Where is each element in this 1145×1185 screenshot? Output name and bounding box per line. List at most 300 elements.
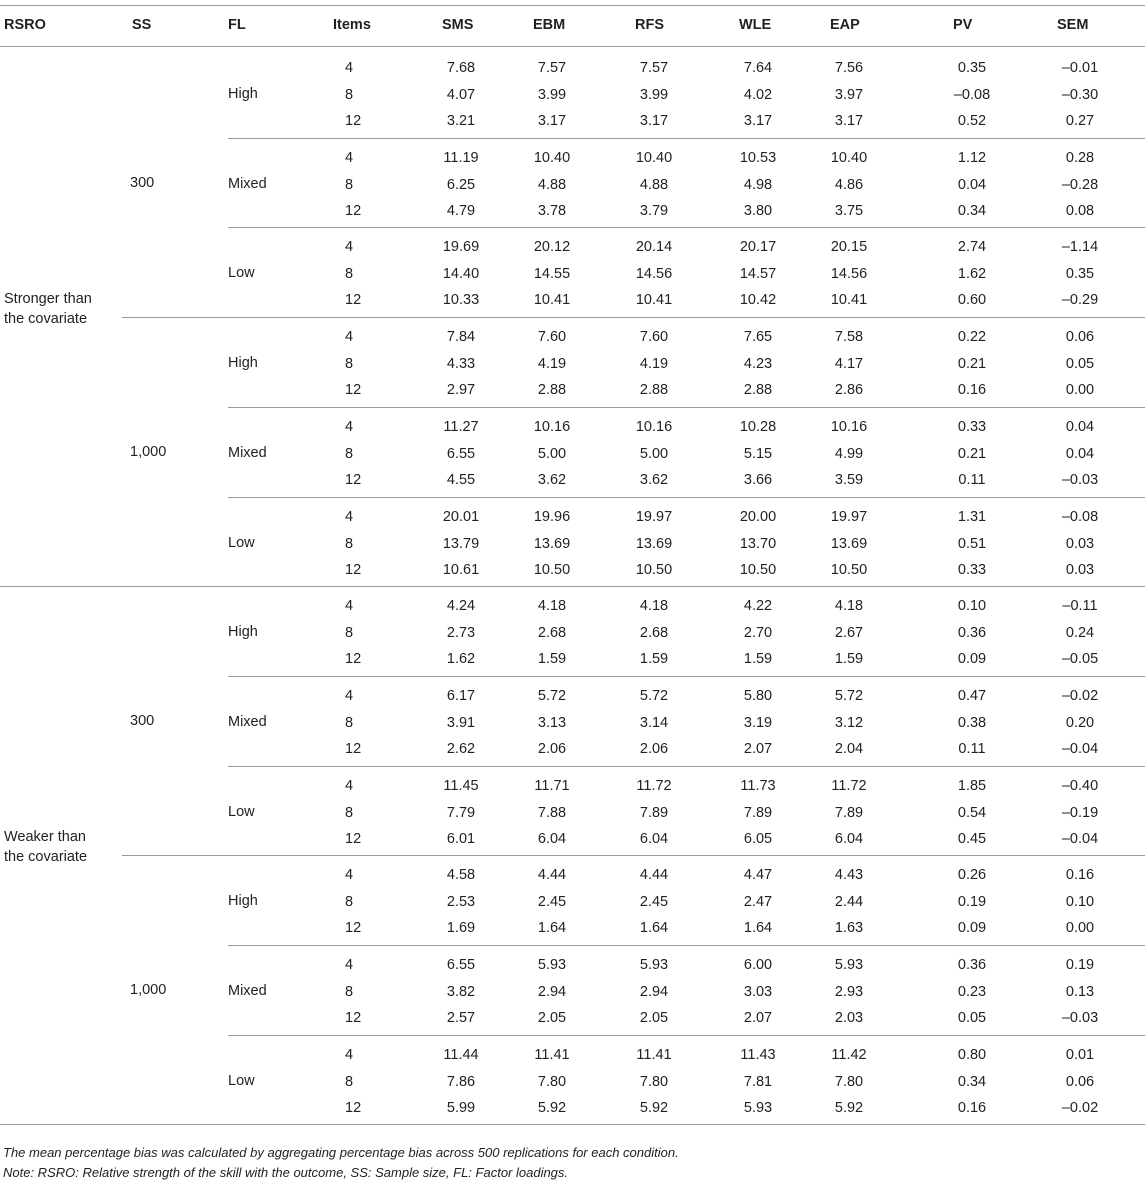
fl-label: Low <box>228 265 255 282</box>
items-value: 8 <box>345 894 354 911</box>
items-value: 12 <box>345 382 362 399</box>
value-pv: 0.22 <box>957 329 987 346</box>
value-eap: 3.17 <box>834 113 864 129</box>
top-rule <box>0 5 1145 6</box>
value-sem: 0.20 <box>1065 714 1095 731</box>
col-header-ss: SS <box>132 17 152 33</box>
items-value: 12 <box>345 202 362 219</box>
value-eap: 4.43 <box>834 867 864 884</box>
value-sem: 0.35 <box>1065 266 1095 283</box>
table-notes <box>3 1143 679 1183</box>
value-sem: –0.02 <box>1061 1099 1099 1116</box>
value-wle: 10.42 <box>739 292 777 309</box>
value-sms: 4.07 <box>446 87 476 103</box>
value-rfs: 4.18 <box>639 598 669 615</box>
value-pv: 0.10 <box>957 598 987 615</box>
value-wle: 20.00 <box>739 508 777 525</box>
value-rfs: 4.44 <box>639 867 669 884</box>
value-eap: 3.59 <box>834 471 864 488</box>
items-value: 12 <box>345 561 362 578</box>
value-sem: 0.05 <box>1065 356 1095 373</box>
value-eap: 14.56 <box>830 266 868 283</box>
value-ebm: 7.80 <box>537 1073 567 1090</box>
value-rfs: 14.56 <box>635 266 673 283</box>
value-ebm: 7.60 <box>537 329 567 346</box>
value-pv: 0.26 <box>957 867 987 884</box>
value-sem: 0.27 <box>1065 113 1095 129</box>
rsro-group-rule <box>0 586 1145 587</box>
col-header-sms: SMS <box>442 17 474 33</box>
value-eap: 7.56 <box>834 60 864 76</box>
value-sem: 0.19 <box>1065 957 1095 973</box>
value-ebm: 11.41 <box>534 1046 570 1063</box>
value-rfs: 3.14 <box>639 714 669 731</box>
value-eap: 10.40 <box>830 149 868 166</box>
value-sem: 0.13 <box>1065 984 1095 1000</box>
value-eap: 3.12 <box>834 714 864 731</box>
items-value: 4 <box>345 1046 354 1063</box>
value-sms: 4.58 <box>446 867 476 884</box>
value-eap: 5.93 <box>834 957 864 973</box>
value-sms: 7.79 <box>446 804 476 821</box>
items-value: 8 <box>345 984 354 1000</box>
items-value: 8 <box>345 266 354 283</box>
fl-group-rule <box>228 138 1145 139</box>
value-ebm: 7.57 <box>537 60 567 76</box>
value-rfs: 11.41 <box>636 1046 672 1063</box>
value-sms: 3.91 <box>446 714 476 731</box>
value-pv: 0.45 <box>957 830 987 847</box>
value-pv: 0.52 <box>957 113 987 129</box>
value-ebm: 6.04 <box>537 830 567 847</box>
value-pv: 0.21 <box>957 445 987 462</box>
value-sms: 11.19 <box>443 149 479 166</box>
items-value: 4 <box>345 149 354 166</box>
value-sms: 11.27 <box>443 418 479 435</box>
value-sem: –0.02 <box>1061 687 1099 704</box>
note-bias: The mean percentage bias was calculated by aggregating percentage bias across 500 replications for each condition. <box>3 1145 679 1160</box>
items-value: 12 <box>345 830 362 847</box>
items-value: 4 <box>345 687 354 704</box>
value-eap: 4.86 <box>834 176 864 193</box>
value-ebm: 2.45 <box>537 894 567 911</box>
col-header-rsro: RSRO <box>4 17 46 33</box>
value-wle: 11.43 <box>740 1046 776 1063</box>
value-pv: 0.36 <box>957 957 987 973</box>
col-header-fl: FL <box>228 17 246 33</box>
ss-group-rule <box>122 855 1145 856</box>
items-value: 4 <box>345 598 354 615</box>
value-sms: 4.55 <box>446 471 476 488</box>
value-sem: –0.28 <box>1061 176 1099 193</box>
value-eap: 10.41 <box>830 292 868 309</box>
value-sem: –0.08 <box>1061 508 1099 525</box>
value-pv: 0.80 <box>957 1046 987 1063</box>
value-wle: 4.98 <box>743 176 773 193</box>
value-sem: 0.08 <box>1065 202 1095 219</box>
value-rfs: 2.45 <box>639 894 669 911</box>
value-rfs: 4.19 <box>639 356 669 373</box>
fl-group-rule <box>228 945 1145 946</box>
value-rfs: 2.06 <box>639 740 669 757</box>
value-pv: 0.04 <box>957 176 987 193</box>
items-value: 12 <box>345 651 362 668</box>
value-wle: 5.80 <box>743 687 773 704</box>
value-wle: 5.93 <box>743 1099 773 1116</box>
value-sms: 10.33 <box>442 292 480 309</box>
value-pv: 0.54 <box>957 804 987 821</box>
items-value: 4 <box>345 60 354 76</box>
value-rfs: 20.14 <box>635 239 673 256</box>
items-value: 12 <box>345 1010 362 1026</box>
header-rule <box>0 46 1145 47</box>
fl-label: High <box>228 624 258 641</box>
value-sms: 6.55 <box>446 957 476 973</box>
value-pv: 0.11 <box>958 471 986 488</box>
items-value: 12 <box>345 1099 362 1116</box>
value-wle: 4.47 <box>743 867 773 884</box>
value-pv: 0.11 <box>958 740 986 757</box>
value-eap: 7.58 <box>834 329 864 346</box>
value-rfs: 2.94 <box>639 984 669 1000</box>
fl-label: High <box>228 355 258 372</box>
ss-label: 1,000 <box>130 443 167 460</box>
col-header-wle: WLE <box>739 17 772 33</box>
value-rfs: 2.05 <box>639 1010 669 1026</box>
value-wle: 2.88 <box>743 382 773 399</box>
value-ebm: 11.71 <box>534 777 570 794</box>
value-rfs: 3.17 <box>639 113 669 129</box>
value-pv: 1.31 <box>957 508 987 525</box>
value-sem: –0.11 <box>1062 598 1098 615</box>
value-sem: 0.10 <box>1065 894 1095 911</box>
value-sem: 0.24 <box>1065 625 1095 642</box>
value-sem: –1.14 <box>1061 239 1099 256</box>
value-sms: 6.25 <box>446 176 476 193</box>
items-value: 12 <box>345 740 362 757</box>
value-sem: –0.04 <box>1061 830 1099 847</box>
value-eap: 1.59 <box>834 651 864 668</box>
value-sem: –0.03 <box>1061 1010 1099 1026</box>
items-value: 8 <box>345 1073 354 1090</box>
value-eap: 10.16 <box>830 418 868 435</box>
value-pv: –0.08 <box>953 87 991 103</box>
value-wle: 2.07 <box>743 740 773 757</box>
value-pv: 2.74 <box>957 239 987 256</box>
value-eap: 2.44 <box>834 894 864 911</box>
value-pv: 0.36 <box>957 625 987 642</box>
fl-group-rule <box>228 497 1145 498</box>
value-sem: 0.06 <box>1065 329 1095 346</box>
value-ebm: 1.59 <box>537 651 567 668</box>
col-header-eap: EAP <box>830 17 860 33</box>
value-rfs: 19.97 <box>635 508 673 525</box>
value-pv: 0.34 <box>957 202 987 219</box>
value-rfs: 7.57 <box>639 60 669 76</box>
fl-label: Mixed <box>228 444 267 461</box>
value-pv: 1.62 <box>957 266 987 283</box>
value-wle: 10.53 <box>739 149 777 166</box>
value-wle: 3.19 <box>743 714 773 731</box>
col-header-ebm: EBM <box>533 17 566 33</box>
value-sms: 1.69 <box>446 920 476 937</box>
items-value: 4 <box>345 508 354 525</box>
value-wle: 3.66 <box>743 471 773 488</box>
ss-label: 1,000 <box>130 981 167 998</box>
value-rfs: 6.04 <box>639 830 669 847</box>
items-value: 4 <box>345 239 354 256</box>
value-rfs: 3.99 <box>639 87 669 103</box>
items-value: 12 <box>345 113 362 129</box>
value-wle: 13.70 <box>739 535 777 552</box>
value-sms: 5.99 <box>446 1099 476 1116</box>
value-pv: 0.60 <box>957 292 987 309</box>
value-wle: 10.28 <box>739 418 777 435</box>
fl-label: High <box>228 86 258 102</box>
value-pv: 0.47 <box>957 687 987 704</box>
value-eap: 11.42 <box>831 1046 867 1063</box>
value-wle: 5.15 <box>743 445 773 462</box>
value-rfs: 7.80 <box>639 1073 669 1090</box>
value-wle: 4.02 <box>743 87 773 103</box>
value-ebm: 4.19 <box>537 356 567 373</box>
ss-label: 300 <box>130 712 155 729</box>
value-rfs: 3.62 <box>639 471 669 488</box>
value-ebm: 2.68 <box>537 625 567 642</box>
fl-group-rule <box>228 227 1145 228</box>
value-wle: 3.80 <box>743 202 773 219</box>
items-value: 8 <box>345 87 354 103</box>
items-value: 8 <box>345 535 354 552</box>
value-pv: 0.51 <box>957 535 987 552</box>
value-sms: 13.79 <box>442 535 480 552</box>
value-eap: 19.97 <box>830 508 868 525</box>
value-sms: 2.57 <box>446 1010 476 1026</box>
value-eap: 4.17 <box>834 356 864 373</box>
value-eap: 3.97 <box>834 87 864 103</box>
value-ebm: 5.72 <box>537 687 567 704</box>
value-rfs: 5.93 <box>639 957 669 973</box>
value-wle: 1.59 <box>743 651 773 668</box>
value-sms: 6.55 <box>446 445 476 462</box>
value-ebm: 2.94 <box>537 984 567 1000</box>
value-ebm: 7.88 <box>537 804 567 821</box>
value-eap: 11.72 <box>831 777 867 794</box>
rsro-label: Stronger than the covariate <box>4 291 92 328</box>
value-ebm: 3.17 <box>537 113 567 129</box>
value-pv: 0.16 <box>957 1099 987 1116</box>
value-ebm: 10.40 <box>533 149 571 166</box>
value-wle: 1.64 <box>743 920 773 937</box>
value-sem: 0.04 <box>1065 418 1095 435</box>
value-pv: 0.34 <box>957 1073 987 1090</box>
value-sem: 0.03 <box>1065 535 1095 552</box>
value-pv: 0.33 <box>957 561 987 578</box>
value-sms: 20.01 <box>442 508 480 525</box>
value-sms: 4.24 <box>446 598 476 615</box>
value-wle: 6.05 <box>743 830 773 847</box>
value-sms: 2.97 <box>446 382 476 399</box>
items-value: 8 <box>345 625 354 642</box>
value-wle: 11.73 <box>740 777 776 794</box>
value-wle: 2.70 <box>743 625 773 642</box>
value-sms: 6.01 <box>446 830 476 847</box>
value-wle: 4.23 <box>743 356 773 373</box>
value-pv: 0.23 <box>957 984 987 1000</box>
value-rfs: 1.64 <box>639 920 669 937</box>
value-eap: 1.63 <box>834 920 864 937</box>
value-sem: –0.03 <box>1061 471 1099 488</box>
value-eap: 2.93 <box>834 984 864 1000</box>
items-value: 12 <box>345 471 362 488</box>
value-sem: 0.06 <box>1065 1073 1095 1090</box>
value-rfs: 10.50 <box>635 561 673 578</box>
col-header-pv: PV <box>953 17 973 33</box>
value-eap: 4.18 <box>834 598 864 615</box>
value-wle: 6.00 <box>743 957 773 973</box>
fl-label: Low <box>228 803 255 820</box>
col-header-rfs: RFS <box>635 17 664 33</box>
value-ebm: 10.50 <box>533 561 571 578</box>
value-wle: 7.65 <box>743 329 773 346</box>
value-wle: 7.89 <box>743 804 773 821</box>
value-eap: 10.50 <box>830 561 868 578</box>
value-ebm: 3.78 <box>537 202 567 219</box>
fl-label: Low <box>228 1072 255 1089</box>
value-pv: 1.85 <box>957 777 987 794</box>
items-value: 12 <box>345 292 362 309</box>
value-sem: –0.40 <box>1061 777 1099 794</box>
value-eap: 5.72 <box>834 687 864 704</box>
value-pv: 0.35 <box>957 60 987 76</box>
col-header-items: Items <box>333 17 371 33</box>
value-wle: 3.03 <box>743 984 773 1000</box>
value-ebm: 2.06 <box>537 740 567 757</box>
value-sms: 14.40 <box>442 266 480 283</box>
value-sms: 6.17 <box>446 687 476 704</box>
items-value: 4 <box>345 867 354 884</box>
value-ebm: 4.88 <box>537 176 567 193</box>
value-rfs: 1.59 <box>639 651 669 668</box>
value-ebm: 3.13 <box>537 714 567 731</box>
value-eap: 2.67 <box>834 625 864 642</box>
value-sem: 0.03 <box>1065 561 1095 578</box>
value-rfs: 11.72 <box>636 777 672 794</box>
note-abbreviations: Note: RSRO: Relative strength of the skill with the outcome, SS: Sample size, FL: Factor loadings. <box>3 1165 569 1180</box>
value-sms: 2.73 <box>446 625 476 642</box>
value-eap: 2.86 <box>834 382 864 399</box>
value-wle: 14.57 <box>739 266 777 283</box>
value-pv: 0.33 <box>957 418 987 435</box>
value-sms: 1.62 <box>446 651 476 668</box>
value-eap: 13.69 <box>830 535 868 552</box>
value-sms: 3.82 <box>446 984 476 1000</box>
value-sms: 7.86 <box>446 1073 476 1090</box>
value-sem: –0.29 <box>1061 292 1099 309</box>
items-value: 8 <box>345 804 354 821</box>
value-rfs: 2.68 <box>639 625 669 642</box>
value-wle: 4.22 <box>743 598 773 615</box>
value-ebm: 5.92 <box>537 1099 567 1116</box>
value-ebm: 5.93 <box>537 957 567 973</box>
value-rfs: 10.16 <box>635 418 673 435</box>
value-eap: 20.15 <box>830 239 868 256</box>
value-eap: 5.92 <box>834 1099 864 1116</box>
fl-label: Mixed <box>228 983 267 999</box>
value-sem: –0.30 <box>1061 87 1099 103</box>
value-rfs: 4.88 <box>639 176 669 193</box>
value-pv: 0.09 <box>957 651 987 668</box>
ss-group-rule <box>122 317 1145 318</box>
value-rfs: 7.60 <box>639 329 669 346</box>
fl-label: Mixed <box>228 713 267 730</box>
value-sms: 10.61 <box>442 561 480 578</box>
value-sem: 0.00 <box>1065 920 1095 937</box>
value-ebm: 10.16 <box>533 418 571 435</box>
value-sms: 19.69 <box>442 239 480 256</box>
value-rfs: 10.40 <box>635 149 673 166</box>
value-wle: 10.50 <box>739 561 777 578</box>
value-ebm: 4.18 <box>537 598 567 615</box>
items-value: 8 <box>345 445 354 462</box>
value-eap: 2.03 <box>834 1010 864 1026</box>
value-eap: 4.99 <box>834 445 864 462</box>
value-pv: 0.38 <box>957 714 987 731</box>
value-ebm: 14.55 <box>533 266 571 283</box>
value-ebm: 13.69 <box>533 535 571 552</box>
fl-group-rule <box>228 766 1145 767</box>
value-ebm: 2.05 <box>537 1010 567 1026</box>
value-sem: –0.04 <box>1061 740 1099 757</box>
value-eap: 7.89 <box>834 804 864 821</box>
items-value: 4 <box>345 957 354 973</box>
value-sms: 2.62 <box>446 740 476 757</box>
value-sms: 7.84 <box>446 329 476 346</box>
value-sms: 11.45 <box>443 777 479 794</box>
value-sms: 4.79 <box>446 202 476 219</box>
fl-label: High <box>228 893 258 910</box>
value-eap: 6.04 <box>834 830 864 847</box>
ss-label: 300 <box>130 174 155 191</box>
value-ebm: 2.88 <box>537 382 567 399</box>
value-ebm: 1.64 <box>537 920 567 937</box>
fl-group-rule <box>228 407 1145 408</box>
value-rfs: 13.69 <box>635 535 673 552</box>
value-sem: 0.16 <box>1065 867 1095 884</box>
value-sms: 2.53 <box>446 894 476 911</box>
value-eap: 7.80 <box>834 1073 864 1090</box>
items-value: 8 <box>345 356 354 373</box>
value-sem: –0.05 <box>1061 651 1099 668</box>
value-ebm: 20.12 <box>533 239 571 256</box>
value-rfs: 7.89 <box>639 804 669 821</box>
bottom-rule <box>0 1124 1145 1125</box>
value-sms: 11.44 <box>443 1046 479 1063</box>
value-sms: 3.21 <box>446 113 476 129</box>
value-rfs: 10.41 <box>635 292 673 309</box>
value-ebm: 5.00 <box>537 445 567 462</box>
value-wle: 7.64 <box>743 60 773 76</box>
value-wle: 3.17 <box>743 113 773 129</box>
value-rfs: 5.72 <box>639 687 669 704</box>
items-value: 8 <box>345 714 354 731</box>
value-wle: 2.47 <box>743 894 773 911</box>
fl-label: Mixed <box>228 175 267 192</box>
value-pv: 1.12 <box>957 149 987 166</box>
value-wle: 2.07 <box>743 1010 773 1026</box>
value-pv: 0.21 <box>957 356 987 373</box>
rsro-label: Weaker than the covariate <box>4 829 88 866</box>
